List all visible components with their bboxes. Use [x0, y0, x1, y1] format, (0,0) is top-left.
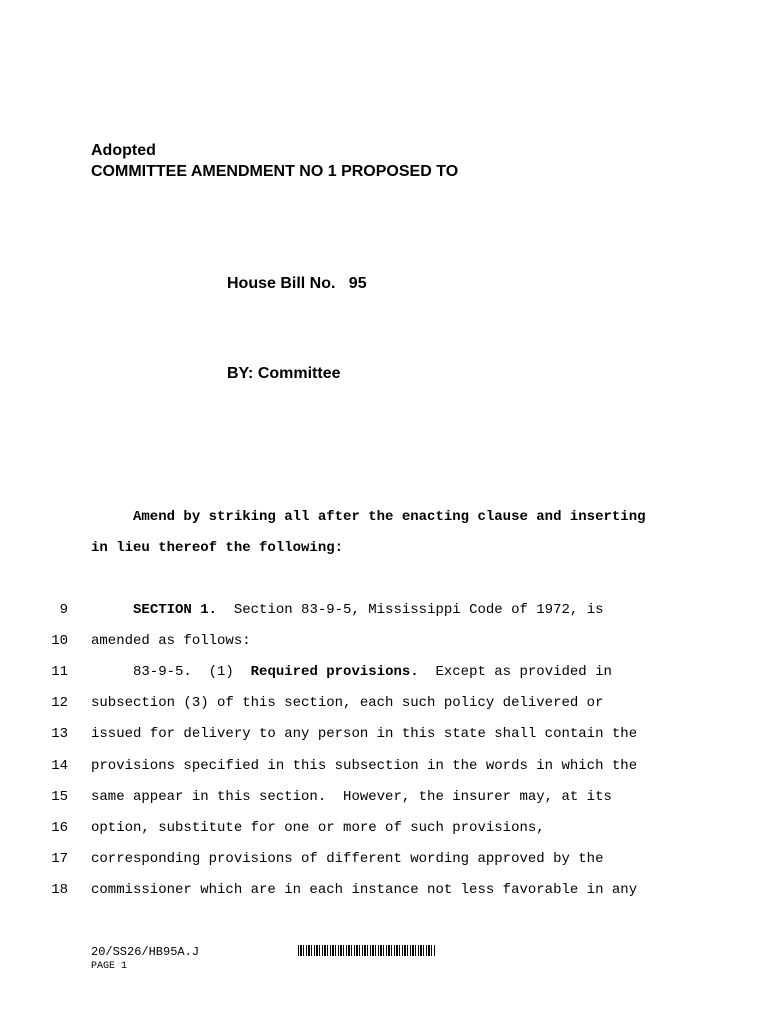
amendment-title: COMMITTEE AMENDMENT NO 1 PROPOSED TO [91, 163, 459, 180]
body-line-text: subsection (3) of this section, each such policy delivered or [91, 695, 604, 711]
bill-number: House Bill No. 95 [227, 275, 367, 292]
body-line-prefix: 83-9-5. (1) [91, 664, 251, 680]
line-number: 13 [51, 726, 68, 742]
line-number: 12 [51, 695, 68, 711]
body-line-prefix [91, 602, 133, 618]
body-line-text: provisions specified in this subsection in the words in which the [91, 758, 638, 774]
bill-sponsor: BY: Committee [227, 365, 341, 382]
body-line [91, 632, 251, 650]
body-line [91, 757, 637, 775]
line-number: 16 [51, 820, 68, 836]
intro-line-1: Amend by striking all after the enacting clause and inserting [91, 509, 646, 525]
body-line-text: commissioner which are in each instance not less favorable in any [91, 882, 638, 898]
body-line [91, 725, 637, 743]
line-number: 14 [51, 758, 68, 774]
line-number: 11 [51, 664, 68, 680]
body-line-text: amended as follows: [91, 633, 251, 649]
body-line-heading: SECTION 1. [133, 602, 218, 618]
body-line-heading: Required provisions. [250, 664, 419, 680]
body-line-text: same appear in this section. However, the insurer may, at its [91, 789, 612, 805]
body-line [91, 881, 637, 899]
body-line-text: Section 83-9-5, Mississippi Code of 1972, is [217, 602, 604, 618]
body-line-text: option, substitute for one or more of such provisions, [91, 820, 545, 836]
body-line [91, 694, 603, 712]
body-line-text: Except as provided in [418, 664, 612, 680]
body-line-text: issued for delivery to any person in this state shall contain the [91, 726, 638, 742]
body-line-text: corresponding provisions of different wording approved by the [91, 851, 604, 867]
line-number: 9 [59, 602, 68, 618]
line-number: 18 [51, 882, 68, 898]
body-line [91, 788, 612, 806]
line-number: 17 [51, 851, 68, 867]
line-number: 15 [51, 789, 68, 805]
footer-page-number: PAGE 1 [91, 961, 128, 972]
body-line [91, 601, 604, 619]
body-line [91, 850, 603, 868]
barcode-icon [298, 945, 436, 956]
line-number: 10 [51, 633, 68, 649]
body-line [91, 663, 612, 681]
footer-doc-code: 20/SS26/HB95A.J [91, 945, 200, 959]
amendment-status: Adopted [91, 142, 156, 159]
body-line [91, 819, 545, 837]
intro-line-2: in lieu thereof the following: [91, 540, 344, 556]
